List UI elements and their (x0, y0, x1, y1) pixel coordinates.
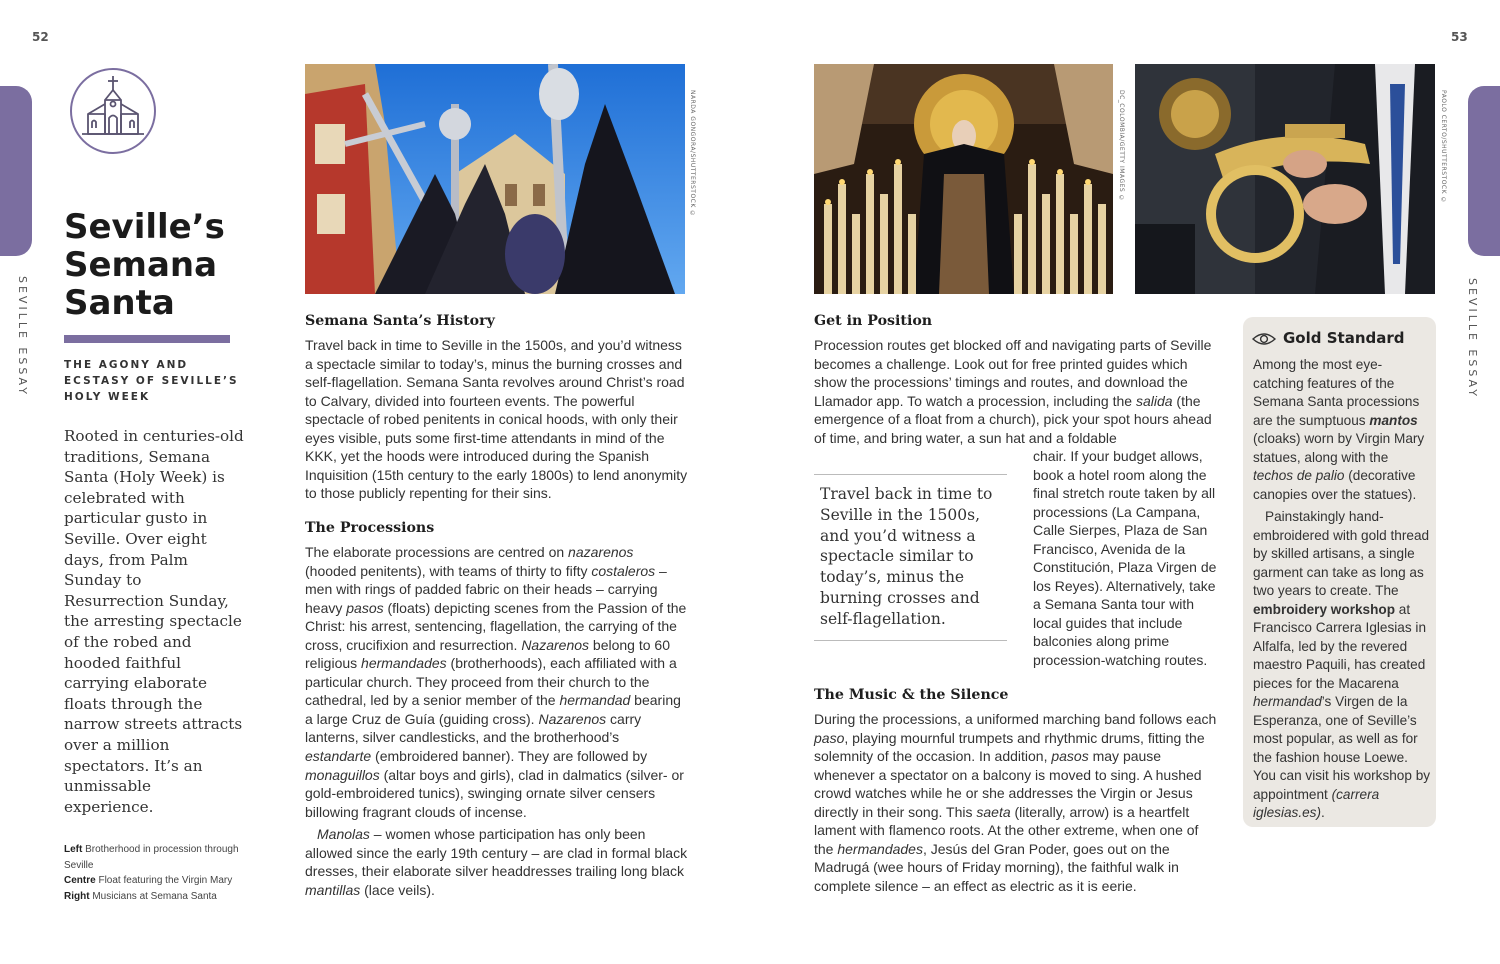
text-run: Procession routes get blocked off and navigating parts of Seville becomes a challenge. Look out for free printed guides which show the processions’ timings and routes, and download the Llamador app. To watch a procession, including the (814, 337, 1212, 409)
heading-history: Semana Santa’s History (305, 313, 495, 329)
text-run: Painstakingly hand-embroidered with gold thread by skilled artisans, a single garment can take as long as two years to create. The (1253, 509, 1430, 598)
term-nazarenos: Nazarenos (538, 710, 607, 727)
photo-credit-centre: DC_COLOMBIA/GETTY IMAGES © (1118, 90, 1125, 203)
text-run: – men with rings of padded fabric on their heads – carrying heavy (305, 562, 667, 616)
term-costaleros: costaleros (591, 562, 656, 579)
gold-standard-text (1253, 356, 1431, 823)
music-text (814, 710, 1220, 895)
photo-virgin-mary-float (814, 64, 1113, 294)
title-line-1: Seville’s (64, 207, 225, 247)
term-hermandad: hermandad (1253, 694, 1322, 709)
text-run: (the emergence of a float from a church), pick your spot hours ahead of time, and bring water, a sun hat and a foldable (814, 392, 1212, 446)
text-run: (lace veils). (360, 881, 435, 898)
text-run: (cloaks) worn by Virgin Mary statues, along with the (1253, 431, 1425, 465)
photo-brotherhood-procession (305, 64, 685, 294)
caption-centre-text: Float featuring the Virgin Mary (98, 875, 233, 886)
text-run: , playing mournful trumpets and rhythmic drums, fitting the solemnity of the occasion. In addition, (814, 729, 1205, 765)
eye-icon (1252, 331, 1276, 347)
photo-musicians (1135, 64, 1435, 294)
history-text: Travel back in time to Seville in the 1500s, and you’d witness a spectacle similar to today’s, minus the burning crosses and self-flagellation. Semana Santa revolves around Christ’s road to Calvary, divided into fourteen events. The powerful spectacle of robed penitents in conical hoods, with only their eyes visible, puts some first-time attendants in mind of the KKK, yet the hoods were introduced during the Spanish Inquisition (15th century to the early 1800s) to lend anonymity to those publicly repenting for their sins. (305, 337, 688, 502)
text-run: belong to 60 religious (305, 636, 670, 672)
term-hermandades: hermandades (361, 655, 447, 672)
term-saeta: saeta (976, 803, 1011, 820)
title-rule (64, 335, 230, 343)
text-run: During the processions, a uniformed marching band follows each (814, 711, 1217, 727)
processions-paragraph-1 (305, 543, 688, 821)
title-line-3: Santa (64, 283, 175, 323)
term-salida: salida (1135, 392, 1173, 409)
caption-left-label: Left (64, 844, 83, 855)
text-run: Among the most eye-catching features of the Semana Santa processions are the sumptuous (1253, 357, 1420, 428)
embroidery-workshop-name: embroidery workshop (1253, 601, 1396, 617)
text-run: ’s Virgen de la Esperanza, one of Seville’s most popular, as well as for the fashion house Loewe. You can visit his workshop by appointment (1253, 694, 1431, 802)
text-run: . (1321, 805, 1325, 820)
subtitle: THE AGONY AND ECSTASY OF SEVILLE’S HOLY WEEK (64, 359, 239, 403)
term-manolas: Manolas (317, 826, 370, 843)
chapter-tab-right (1468, 86, 1500, 256)
page-number-left: 52 (32, 30, 49, 44)
church-icon (68, 66, 158, 156)
heading-processions: The Processions (305, 520, 435, 536)
term-pasos: pasos (346, 599, 384, 616)
caption-left-text: Brotherhood in procession through Seville (64, 844, 239, 871)
gold-standard-paragraph-1 (1253, 356, 1431, 504)
text-run: (hooded penitents), with teams of thirty to fifty (305, 562, 592, 579)
text-run: , Jesús del Gran Poder, goes out on the Madrugá (wee hours of Friday morning), the faithful walk in complete silence – an effect as electric as it is eerie. (814, 840, 1179, 894)
photo-credit-left: NARDA GONGORA/SHUTTERSTOCK © (689, 90, 696, 218)
side-label-right: SEVILLE ESSAY (1466, 278, 1479, 399)
page-title (64, 208, 264, 322)
title-line-2: Semana (64, 245, 218, 285)
photo-captions (64, 842, 254, 904)
page-number-right: 53 (1451, 30, 1468, 44)
term-hermandades: hermandades (837, 840, 923, 857)
text-run: (altar boys and girls), clad in dalmatics (silver- or gold-embroidered tunics), swinging ornate silver censers billowing fragrant clouds of incense. (305, 766, 684, 820)
gold-standard-title: Gold Standard (1283, 329, 1405, 347)
term-estandarte: estandarte (305, 748, 372, 765)
text-run: carry lanterns, silver candlesticks, and the brotherhood’s (305, 710, 642, 746)
position-text-top (814, 336, 1220, 447)
text-run: (literally, arrow) is a heartfelt lament with flamenco roots. At the other extreme, when one of the (814, 803, 1199, 857)
term-nazarenos: nazarenos (568, 544, 634, 560)
heading-music: The Music & the Silence (814, 687, 1009, 703)
pull-quote: Travel back in time to Seville in the 1500s, and you’d witness a spectacle similar to today’s, minus the burning crosses and self-flagellation. (814, 474, 1007, 641)
caption-centre-label: Centre (64, 875, 96, 886)
term-paso: paso (814, 729, 845, 746)
text-run: – women whose participation has only been allowed since the early 19th century – are clad in formal black dresses, their elaborate silver headdresses trailing long black (305, 826, 688, 880)
caption-right-label: Right (64, 890, 90, 902)
term-hermandad: hermandad (559, 692, 631, 709)
term-mantillas: mantillas (305, 881, 361, 898)
term-mantos: mantos (1369, 412, 1418, 428)
photo-credit-right: PAOLO CERTO/SHUTTERSTOCK © (1440, 90, 1447, 204)
text-run: bearing a large Cruz de Guía (guiding cross). (305, 692, 681, 727)
text-run: at Francisco Carrera Iglesias in Alfalfa, led by the revered maestro Paquili, has created pieces for the Macarena (1253, 601, 1427, 691)
term-techos-de-palio: techos de palio (1253, 468, 1345, 483)
term-pasos: pasos (1051, 748, 1089, 765)
caption-right-text: Musicians at Semana Santa (92, 890, 217, 902)
text-run: may pause whenever a spectator on a balcony is moved to sing. A hushed crowd watches while he or she addresses the Virgin or Jesus directly in their song. This (814, 748, 1202, 820)
text-run: (brotherhoods), each affiliated with a particular church. They proceed from their church to the cathedral, led by a senior member of the (305, 655, 677, 709)
gold-standard-paragraph-2 (1253, 508, 1431, 823)
term-nazarenos: Nazarenos (521, 636, 590, 653)
processions-text (305, 543, 688, 899)
heading-position: Get in Position (814, 313, 933, 329)
text-run: (floats) depicting scenes from the Passion of the Christ: his arrest, sentencing, flagellation, the carrying of the cross, crucifixion and resurrection. (305, 599, 687, 653)
text-run: (decorative canopies over the statues). (1253, 468, 1417, 502)
side-label-left: SEVILLE ESSAY (16, 276, 29, 397)
term-monaguillos: monaguillos (305, 766, 380, 783)
workshop-website: (carrera iglesias.es) (1253, 786, 1380, 820)
chapter-tab-left (0, 86, 32, 256)
processions-paragraph-2 (305, 825, 688, 899)
text-run: The elaborate processions are centred on (305, 544, 569, 560)
position-text-bottom: chair. If your budget allows, book a hotel room along the final stretch route taken by all processions (La Campana, Calle Sierpes, Plaza de San Francisco, Avenida de la Constitución, Plaza Virgen de los Reyes). Alternatively, take a Semana Santa tour with local guides that include balconies along prime procession-watching routes. (1033, 448, 1217, 669)
text-run: (embroidered banner). They are followed by (371, 748, 648, 765)
intro-text: Rooted in centuries-old traditions, Semana Santa (Holy Week) is celebrated with particular gusto in Seville. Over eight days, from Palm Sunday to Resurrection Sunday, the arresting spectacle of the robed and hooded faithful carrying elaborate floats through the narrow streets attracts over a million spectators. It’s an unmissable experience. (64, 427, 244, 816)
